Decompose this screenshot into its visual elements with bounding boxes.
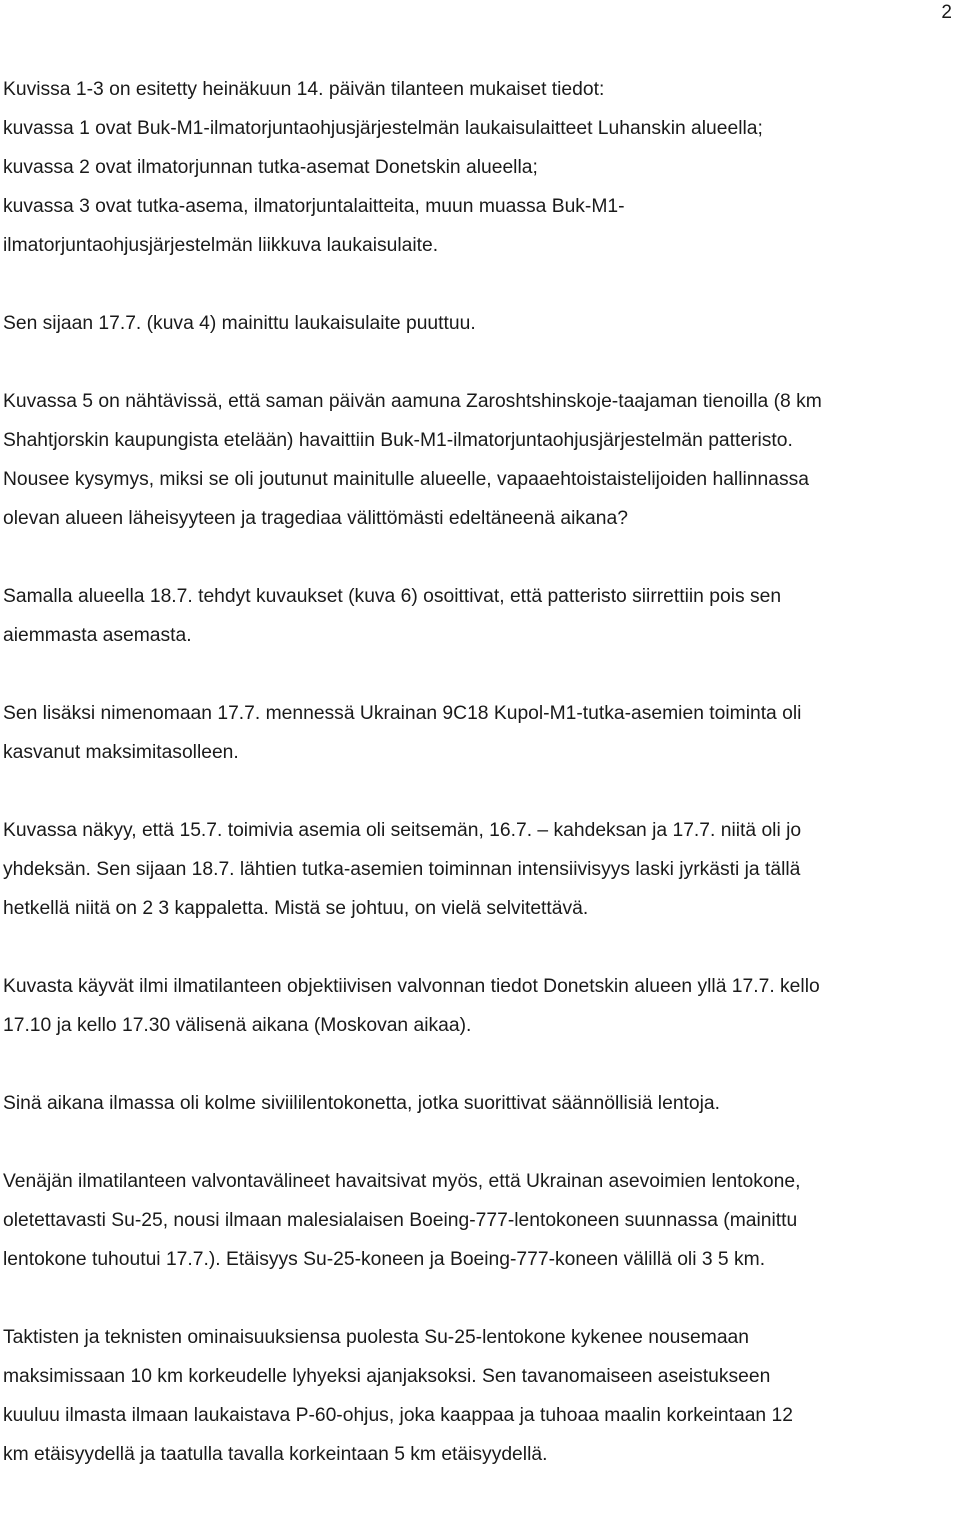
paragraph-su25-capabilities: [3, 1318, 958, 1474]
text-line: Sinä aikana ilmassa oli kolme siviililentokonetta, jotka suorittivat säännöllisiä lentoja.: [3, 1093, 720, 1114]
text-line: Sen lisäksi nimenomaan 17.7. mennessä Ukrainan 9C18 Kupol-M1-tutka-asemien toiminta oli: [3, 703, 802, 724]
paragraph-image-6: [3, 577, 958, 655]
paragraph-su25-detection: [3, 1162, 958, 1279]
text-line: Samalla alueella 18.7. tehdyt kuvaukset (kuva 6) osoittivat, että patteristo siirrettiin pois sen: [3, 586, 782, 607]
text-line: aiemmasta asemasta.: [3, 625, 192, 646]
text-line: Kuvassa 5 on nähtävissä, että saman päivän aamuna Zaroshtshinskoje-taajaman tienoilla (8 km: [3, 391, 822, 412]
text-line: Shahtjorskin kaupungista etelään) havaittiin Buk-M1-ilmatorjuntaohjusjärjestelmän patteristo.: [3, 430, 793, 451]
paragraph-radar-counts: [3, 811, 958, 928]
page-number: 2: [941, 2, 952, 23]
text-line: Nousee kysymys, miksi se oli joutunut mainitulle alueelle, vapaaehtoistaistelijoiden hallinnassa: [3, 469, 809, 490]
text-line: kuvassa 1 ovat Buk-M1-ilmatorjuntaohjusjärjestelmän laukaisulaitteet Luhanskin alueella;: [3, 118, 763, 139]
paragraph-image-5: [3, 382, 958, 538]
paragraph-images-1-3: [3, 70, 958, 265]
text-line: kuuluu ilmasta ilmaan laukaistava P-60-ohjus, joka kaappaa ja tuhoaa maalin korkeintaan 12: [3, 1405, 793, 1426]
text-line: Kuvasta käyvät ilmi ilmatilanteen objektiivisen valvonnan tiedot Donetskin alueen yllä 17.7. kello: [3, 976, 820, 997]
text-line: Kuvissa 1-3 on esitetty heinäkuun 14. päivän tilanteen mukaiset tiedot:: [3, 79, 605, 100]
text-line: maksimissaan 10 km korkeudelle lyhyeksi ajanjaksoksi. Sen tavanomaiseen aseistukseen: [3, 1366, 771, 1387]
text-line: Kuvassa näkyy, että 15.7. toimivia asemia oli seitsemän, 16.7. – kahdeksan ja 17.7. niitä oli jo: [3, 820, 802, 841]
text-line: Sen sijaan 17.7. (kuva 4) mainittu laukaisulaite puuttuu.: [3, 313, 476, 334]
text-line: kuvassa 3 ovat tutka-asema, ilmatorjuntalaitteita, muun muassa Buk-M1-: [3, 196, 625, 217]
document-body: [3, 70, 958, 1513]
text-line: km etäisyydellä ja taatulla tavalla korkeintaan 5 km etäisyydellä.: [3, 1444, 548, 1465]
text-line: olevan alueen läheisyyteen ja tragediaa välittömästi edeltäneenä aikana?: [3, 508, 628, 529]
paragraph-image-4: [3, 304, 958, 343]
text-line: kuvassa 2 ovat ilmatorjunnan tutka-asemat Donetskin alueella;: [3, 157, 538, 178]
text-line: lentokone tuhoutui 17.7.). Etäisyys Su-25-koneen ja Boeing-777-koneen välillä oli 3 5 km.: [3, 1249, 766, 1270]
text-line: 17.10 ja kello 17.30 välisenä aikana (Moskovan aikaa).: [3, 1015, 472, 1036]
text-line: yhdeksän. Sen sijaan 18.7. lähtien tutka-asemien toiminnan intensiivisyys laski jyrkästi ja tällä: [3, 859, 801, 880]
paragraph-civil-aircraft: [3, 1084, 958, 1123]
text-line: kasvanut maksimitasolleen.: [3, 742, 239, 763]
text-line: oletettavasti Su-25, nousi ilmaan malesialaisen Boeing-777-lentokoneen suunnassa (mainittu: [3, 1210, 798, 1231]
text-line: ilmatorjuntaohjusjärjestelmän liikkuva laukaisulaite.: [3, 235, 439, 256]
paragraph-air-surveillance: [3, 967, 958, 1045]
paragraph-radar-activity: [3, 694, 958, 772]
text-line: Venäjän ilmatilanteen valvontavälineet havaitsivat myös, että Ukrainan asevoimien lentokone,: [3, 1171, 801, 1192]
text-line: hetkellä niitä on 2 3 kappaletta. Mistä se johtuu, on vielä selvitettävä.: [3, 898, 589, 919]
text-line: Taktisten ja teknisten ominaisuuksiensa puolesta Su-25-lentokone kykenee nousemaan: [3, 1327, 749, 1348]
